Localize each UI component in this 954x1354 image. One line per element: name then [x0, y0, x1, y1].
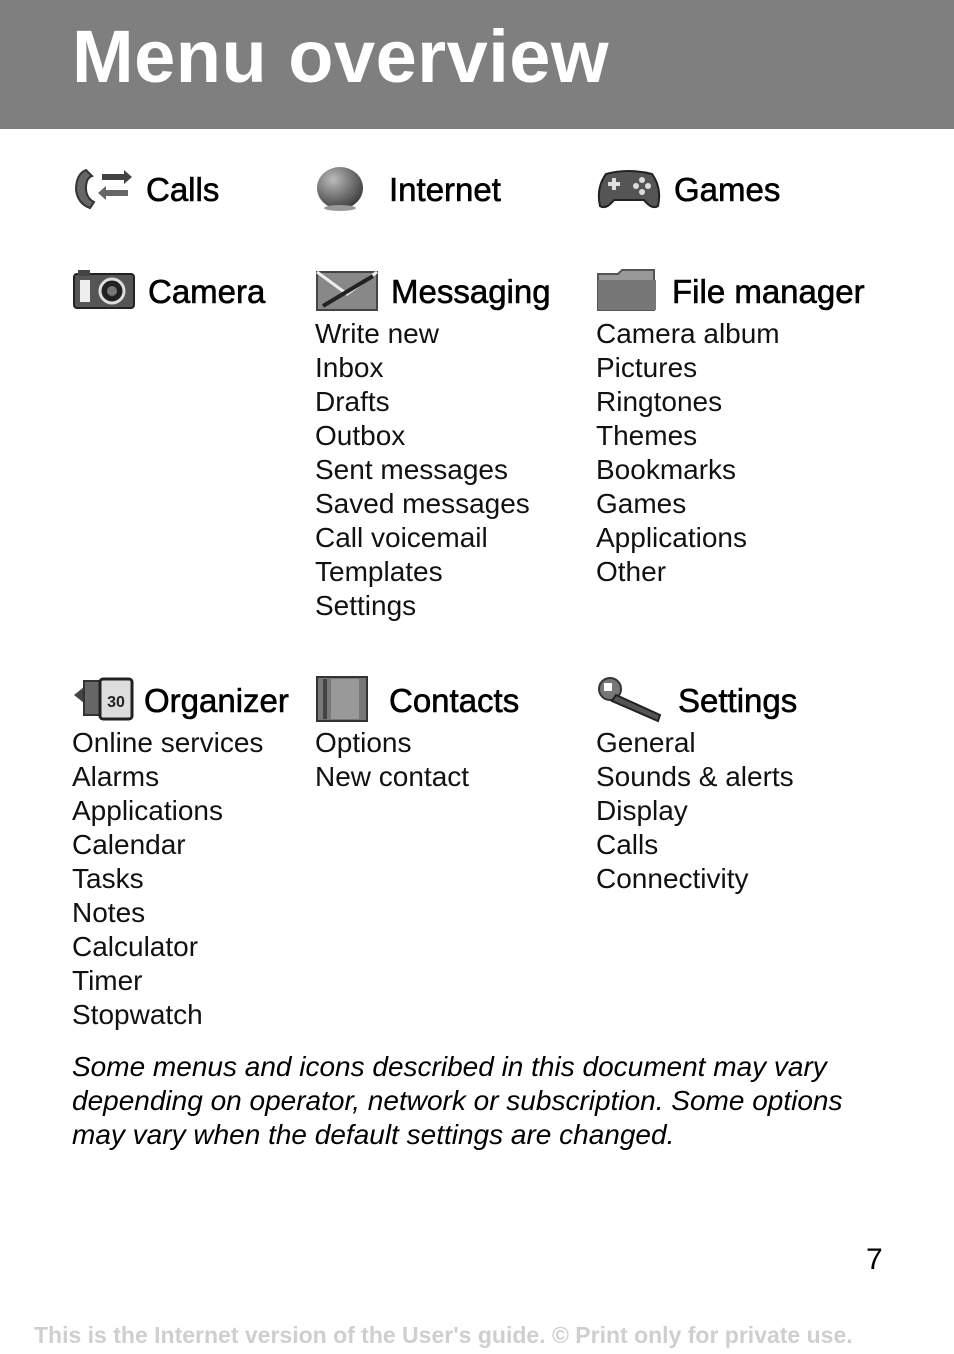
organizer-items — [72, 726, 289, 1032]
menu-contacts — [315, 676, 519, 794]
menu-item[interactable]: Notes — [72, 897, 146, 928]
file-manager-items — [596, 317, 865, 589]
menu-title-contacts[interactable]: Contacts — [389, 682, 520, 719]
menu-item[interactable]: Call voicemail — [315, 522, 488, 553]
menu-item[interactable]: Other — [596, 556, 667, 587]
menu-item[interactable]: Alarms — [72, 761, 160, 792]
menu-item[interactable]: Drafts — [315, 386, 390, 417]
internet-icon — [315, 164, 377, 217]
menu-title-internet[interactable]: Internet — [389, 171, 501, 208]
menu-item[interactable]: Templates — [315, 556, 443, 587]
menu-item[interactable]: New contact — [315, 761, 470, 792]
menu-games — [596, 165, 780, 215]
menu-item[interactable]: Sounds & alerts — [596, 761, 794, 792]
menu-item[interactable]: Applications — [72, 795, 223, 826]
menu-item[interactable]: Settings — [315, 590, 417, 621]
menu-item[interactable]: Connectivity — [596, 863, 749, 894]
menu-item[interactable]: Calls — [596, 829, 659, 860]
disclaimer-note: Some menus and icons described in this document may vary depending on operator, network or subscription. Some options may vary when the default settings are changed. — [72, 1051, 843, 1150]
menu-title-camera[interactable]: Camera — [148, 273, 266, 310]
menu-item[interactable]: Write new — [315, 318, 439, 349]
menu-item[interactable]: Calculator — [72, 931, 199, 962]
menu-item[interactable]: Games — [596, 488, 687, 519]
menu-title-calls[interactable]: Calls — [146, 171, 220, 208]
menu-title-settings[interactable]: Settings — [678, 682, 798, 719]
menu-item[interactable]: Saved messages — [315, 488, 530, 519]
menu-organizer — [72, 676, 289, 1032]
page-number: 7 — [866, 1243, 883, 1276]
menu-item[interactable]: Tasks — [72, 863, 144, 894]
menu-item[interactable]: Pictures — [596, 352, 698, 383]
menu-internet — [315, 165, 501, 215]
menu-item[interactable]: Camera album — [596, 318, 780, 349]
contacts-icon — [315, 675, 377, 728]
menu-item[interactable]: Display — [596, 795, 688, 826]
folder-icon — [596, 266, 660, 319]
menu-item[interactable]: Inbox — [315, 352, 384, 383]
menu-item[interactable]: Stopwatch — [72, 999, 203, 1030]
settings-items — [596, 726, 797, 896]
menu-item[interactable]: Themes — [596, 420, 698, 451]
menu-title-games[interactable]: Games — [674, 171, 781, 208]
menu-camera — [72, 267, 265, 317]
menu-item[interactable]: Outbox — [315, 420, 406, 451]
contacts-items — [315, 726, 519, 794]
menu-settings — [596, 676, 797, 896]
menu-item[interactable]: Applications — [596, 522, 747, 553]
menu-title-file-manager[interactable]: File manager — [672, 273, 865, 310]
footer-notice: This is the Internet version of the User's guide. © Print only for private use. — [34, 1322, 853, 1348]
title-banner — [0, 0, 954, 129]
menu-item[interactable]: Bookmarks — [596, 454, 737, 485]
menu-calls — [72, 165, 219, 215]
menu-title-messaging[interactable]: Messaging — [391, 273, 551, 310]
menu-item[interactable]: Ringtones — [596, 386, 723, 417]
messaging-icon — [315, 266, 379, 319]
menu-file-manager — [596, 267, 865, 589]
games-icon — [596, 164, 662, 217]
menu-item[interactable]: General — [596, 727, 696, 758]
menu-item[interactable]: Options — [315, 727, 412, 758]
camera-icon — [72, 266, 136, 319]
settings-icon — [596, 675, 666, 728]
menu-item[interactable]: Online services — [72, 727, 264, 758]
menu-messaging — [315, 267, 551, 623]
menu-title-organizer[interactable]: Organizer — [144, 682, 289, 719]
menu-item[interactable]: Sent messages — [315, 454, 508, 485]
calls-icon — [72, 164, 134, 217]
messaging-items — [315, 317, 551, 623]
menu-item[interactable]: Calendar — [72, 829, 186, 860]
organizer-icon — [72, 675, 134, 728]
svg-text:30: 30 — [107, 693, 125, 711]
menu-item[interactable]: Timer — [72, 965, 143, 996]
page-title: Menu overview — [72, 15, 610, 98]
